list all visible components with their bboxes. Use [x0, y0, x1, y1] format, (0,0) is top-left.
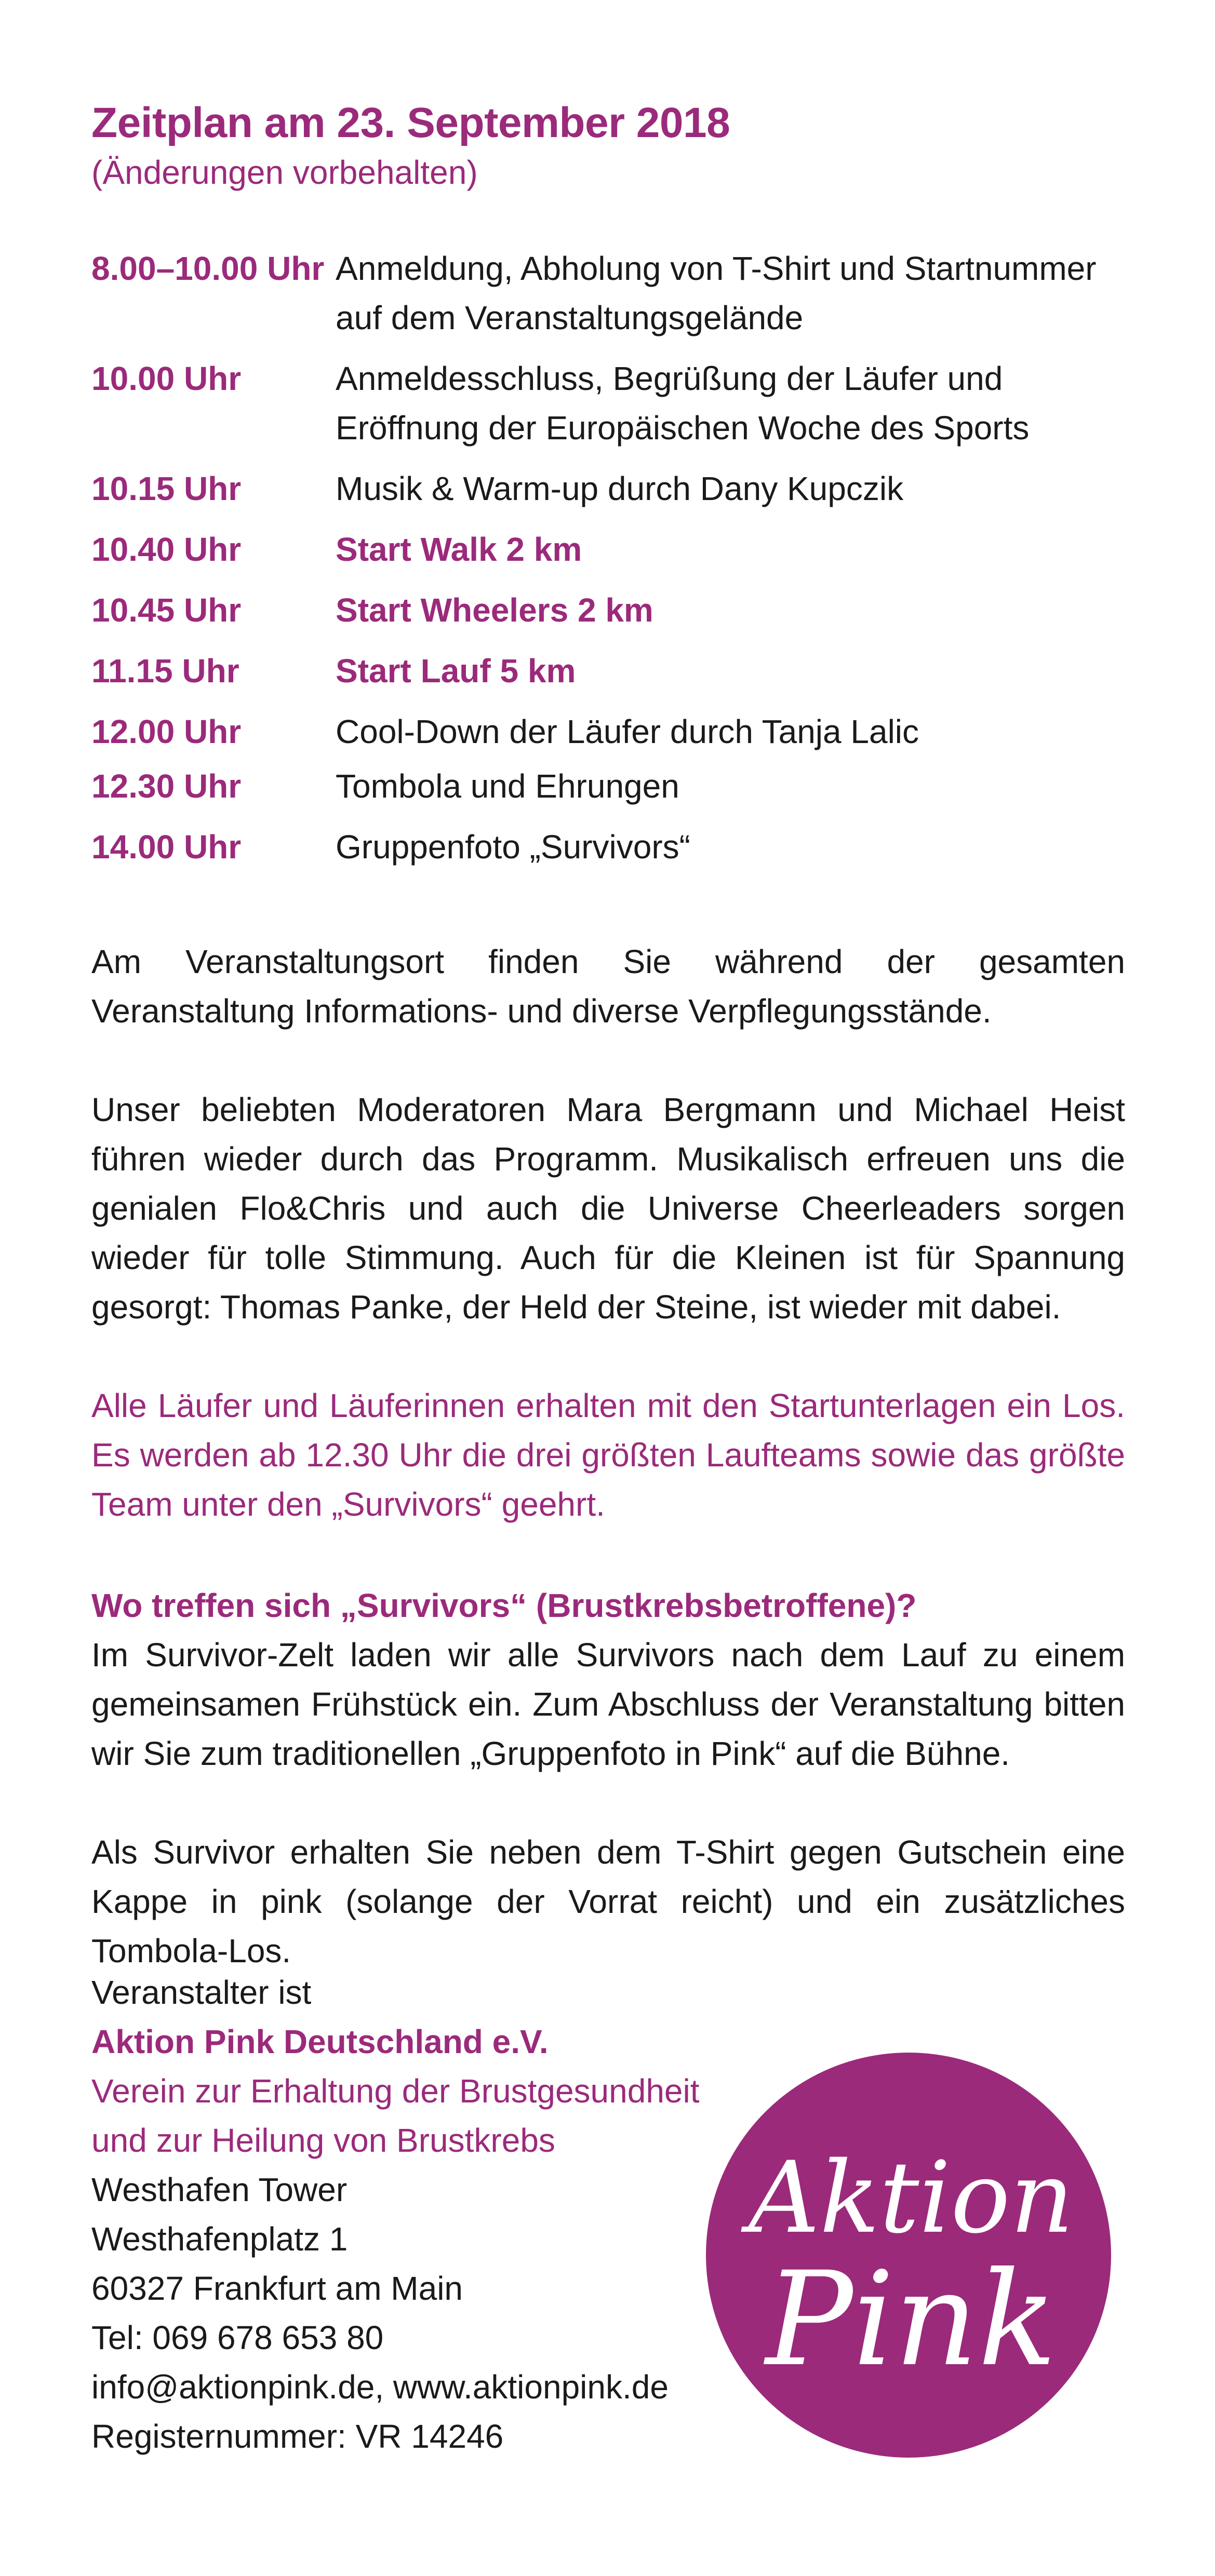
page-subtitle: (Änderungen vorbehalten)	[91, 154, 478, 191]
schedule-description-line: Anmeldung, Abholung von T-Shirt und Startnummer	[336, 250, 1097, 287]
schedule-time: 8.00–10.00 Uhr	[91, 250, 325, 287]
logo-word-pink: Pink	[765, 2244, 1057, 2395]
schedule-time: 14.00 Uhr	[91, 828, 242, 866]
schedule-time: 10.00 Uhr	[91, 360, 242, 397]
aktion-pink-logo	[706, 2053, 1111, 2458]
schedule-description: Start Wheelers 2 km	[336, 591, 653, 629]
schedule-row	[91, 646, 1125, 696]
schedule-time: 11.15 Uhr	[91, 652, 239, 690]
contact-intro: Veranstalter ist	[91, 1974, 312, 2011]
schedule-description-line: Anmeldesschluss, Begrüßung der Läufer und	[336, 360, 1003, 397]
schedule-description: Musik & Warm-up durch Dany Kupczik	[336, 470, 904, 507]
schedule-row	[91, 244, 1125, 343]
schedule-description	[336, 354, 1125, 453]
schedule-description	[336, 244, 1125, 343]
schedule-time: 10.15 Uhr	[91, 470, 242, 507]
schedule-row	[91, 822, 1125, 872]
schedule-time: 12.00 Uhr	[91, 713, 242, 750]
survivors-text: Im Survivor-Zelt laden wir alle Survivors nach dem Lauf zu einem gemeinsamen Frühstück ein. Zum Abschluss der Veranstaltung bitten wir Sie zum traditionellen „Gruppenfoto in Pink“ auf die Bühne.	[91, 1636, 1125, 1772]
contact-building: Westhafen Tower	[91, 2171, 348, 2208]
logo-word-aktion: Aktion	[748, 2140, 1074, 2255]
schedule-row	[91, 464, 1125, 514]
organizer-contact	[91, 1968, 767, 2461]
organizer-purpose-line: und zur Heilung von Brustkrebs	[91, 2122, 555, 2159]
program-paragraph: Unser beliebten Moderatoren Mara Bergmann und Michael Heist führen wieder durch das Programm. Musikalisch erfreuen uns die genialen Flo&Chris und auch die Universe Cheerleaders sorgen wieder für tolle Stimmung. Auch für die Kleinen ist für Spannung gesorgt: Thomas Panke, der Held der Steine, ist wieder mit dabei.	[91, 1091, 1125, 1326]
schedule-description: Gruppenfoto „Survivors“	[336, 828, 690, 866]
survivors-section	[91, 1581, 1125, 1778]
schedule-row	[91, 354, 1125, 453]
schedule-time: 12.30 Uhr	[91, 767, 242, 805]
schedule-description: Start Walk 2 km	[336, 531, 582, 568]
survivors-heading: Wo treffen sich „Survivors“ (Brustkrebsbetroffene)?	[91, 1587, 917, 1624]
schedule-description: Tombola und Ehrungen	[336, 767, 679, 805]
venue-paragraph: Am Veranstaltungsort finden Sie während der gesamten Veranstaltung Informations- und diverse Verpflegungsstände.	[91, 943, 1125, 1030]
contact-street: Westhafenplatz 1	[91, 2220, 348, 2258]
contact-web: info@aktionpink.de, www.aktionpink.de	[91, 2368, 669, 2406]
schedule-description: Cool-Down der Läufer durch Tanja Lalic	[336, 713, 919, 750]
contact-register: Registernummer: VR 14246	[91, 2418, 504, 2455]
schedule-row	[91, 707, 1125, 757]
organizer-purpose-line: Verein zur Erhaltung der Brustgesundheit	[91, 2072, 700, 2110]
schedule-row	[91, 762, 1125, 811]
schedule-table	[91, 244, 1125, 872]
contact-phone: Tel: 069 678 653 80	[91, 2319, 384, 2356]
schedule-description: Start Lauf 5 km	[336, 652, 576, 690]
schedule-row	[91, 586, 1125, 635]
page-title: Zeitplan am 23. September 2018	[91, 99, 730, 146]
schedule-description-line: Eröffnung der Europäischen Woche des Sports	[336, 409, 1030, 447]
organizer-name: Aktion Pink Deutschland e.V.	[91, 2023, 549, 2060]
schedule-time: 10.40 Uhr	[91, 531, 242, 568]
contact-city: 60327 Frankfurt am Main	[91, 2270, 463, 2307]
flyer-page	[91, 0, 1125, 2576]
schedule-description-line: auf dem Veranstaltungsgelände	[336, 299, 804, 336]
schedule-row	[91, 525, 1125, 574]
lottery-paragraph: Alle Läufer und Läuferinnen erhalten mit den Startunterlagen ein Los. Es werden ab 12.30 Uhr die drei größten Laufteams sowie das größte Team unter den „Survivors“ geehrt.	[91, 1387, 1125, 1523]
schedule-time: 10.45 Uhr	[91, 591, 242, 629]
cap-paragraph: Als Survivor erhalten Sie neben dem T-Shirt gegen Gutschein eine Kappe in pink (solange der Vorrat reicht) und ein zusätzliches Tombola-Los.	[91, 1833, 1125, 1970]
